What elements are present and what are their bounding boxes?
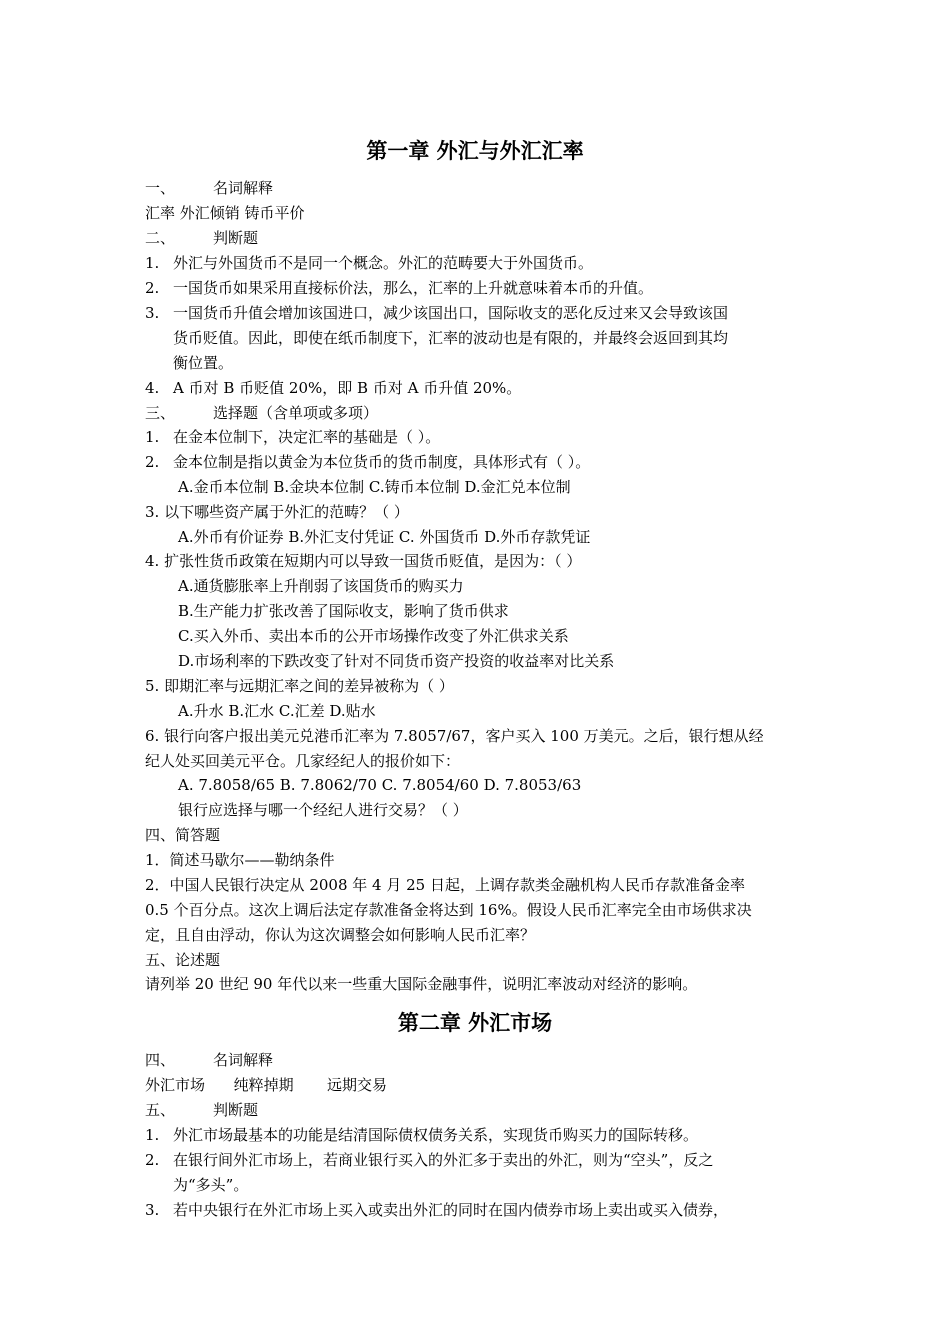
section-heading: 五、论述题 — [145, 951, 221, 969]
item-text: 外汇与外国货币不是同一个概念。外汇的范畴要大于外国货币。 — [173, 254, 594, 272]
item-number: 1. — [145, 254, 160, 272]
item-text: 一国货币升值会增加该国进口，减少该国出口，国际收支的恶化反过来又会导致该国 — [173, 304, 729, 322]
item-text: 在金本位制下，决定汇率的基础是（ ）。 — [173, 428, 441, 446]
terms-line: 外汇市场 纯粹掉期 远期交易 — [145, 1076, 387, 1094]
section-label: 名词解释 — [213, 179, 274, 197]
choice-option: B.生产能力扩张改善了国际收支，影响了货币供求 — [178, 602, 509, 620]
choice-item: 5. 即期汇率与远期汇率之间的差异被称为（ ） — [145, 677, 454, 695]
item-continuation: 0.5 个百分点。这次上调后法定存款准备金将达到 16%。假设人民币汇率完全由市场供求决 — [145, 901, 752, 919]
choice-question: 银行应选择与哪一个经纪人进行交易？（ ） — [178, 801, 468, 819]
item-continuation: 纪人处买回美元平仓。几家经纪人的报价如下： — [145, 752, 461, 770]
section-label: 选择题（含单项或多项） — [213, 404, 379, 422]
choice-options: A.外币有价证券 B.外汇支付凭证 C. 外国货币 D.外币存款凭证 — [178, 528, 591, 546]
short-answer-item: 1．简述马歇尔——勒纳条件 — [145, 851, 335, 869]
item-number: 3. — [145, 1201, 160, 1219]
item-number: 3. — [145, 304, 160, 322]
item-text: 在银行间外汇市场上，若商业银行买入的外汇多于卖出的外汇，则为“空头”，反之 — [173, 1151, 714, 1169]
choice-item — [145, 425, 810, 450]
item-text: A 币对 B 币贬值 20%，即 B 币对 A 币升值 20%。 — [173, 379, 522, 397]
choice-item: 6. 银行向客户报出美元兑港币汇率为 7.8057/67，客户买入 100 万美元。之后，银行想从经 — [145, 727, 764, 745]
item-number: 1. — [145, 428, 160, 446]
chapter-1-title: 第一章 外汇与外汇汇率 — [366, 138, 584, 163]
section-heading — [145, 1048, 810, 1073]
section-heading — [145, 1098, 810, 1123]
section-number: 二、 — [145, 229, 176, 247]
choice-item — [145, 450, 810, 475]
choice-option: C.买入外币、卖出本币的公开市场操作改变了外汇供求关系 — [178, 627, 569, 645]
section-label: 名词解释 — [213, 1051, 274, 1069]
judgment-item — [145, 376, 810, 401]
section-heading — [145, 401, 810, 426]
judgment-item — [145, 1148, 810, 1173]
item-number: 4. — [145, 379, 160, 397]
item-number: 2. — [145, 279, 160, 297]
section-number: 三、 — [145, 404, 176, 422]
item-number: 2. — [145, 453, 160, 471]
essay-item: 请列举 20 世纪 90 年代以来一些重大国际金融事件，说明汇率波动对经济的影响。 — [145, 975, 698, 993]
choice-options: A.金币本位制 B.金块本位制 C.铸币本位制 D.金汇兑本位制 — [178, 478, 571, 496]
chapter-2-title: 第二章 外汇市场 — [397, 1010, 553, 1035]
judgment-item — [145, 1123, 810, 1148]
choice-options: A. 7.8058/65 B. 7.8062/70 C. 7.8054/60 D. 7.8053/63 — [178, 776, 582, 794]
choice-option: A.通货膨胀率上升削弱了该国货币的购买力 — [178, 577, 464, 595]
short-answer-item: 2．中国人民银行决定从 2008 年 4 月 25 日起，上调存款类金融机构人民币存款准备金率 — [145, 876, 745, 894]
item-continuation: 定，且自由浮动，你认为这次调整会如何影响人民币汇率？ — [145, 926, 536, 944]
judgment-item — [145, 301, 810, 326]
item-text: 一国货币如果采用直接标价法，那么，汇率的上升就意味着本币的升值。 — [173, 279, 654, 297]
item-number: 1. — [145, 1126, 160, 1144]
section-label: 判断题 — [213, 229, 259, 247]
item-text: 金本位制是指以黄金为本位货币的货币制度，具体形式有（ ）。 — [173, 453, 591, 471]
judgment-item — [145, 251, 810, 276]
choice-option: D.市场利率的下跌改变了针对不同货币资产投资的收益率对比关系 — [178, 652, 615, 670]
section-number: 一、 — [145, 179, 176, 197]
item-text: 外汇市场最基本的功能是结清国际债权债务关系，实现货币购买力的国际转移。 — [173, 1126, 699, 1144]
item-continuation: 为“多头”。 — [173, 1176, 249, 1194]
choice-item: 4. 扩张性货币政策在短期内可以导致一国货币贬值，是因为：（ ） — [145, 552, 582, 570]
item-continuation: 货币贬值。因此，即使在纸币制度下，汇率的波动也是有限的，并最终会返回到其均 — [173, 329, 729, 347]
item-text: 若中央银行在外汇市场上买入或卖出外汇的同时在国内债券市场上卖出或买入债券， — [173, 1201, 729, 1219]
choice-options: A.升水 B.汇水 C.汇差 D.贴水 — [178, 702, 376, 720]
section-number: 五、 — [145, 1101, 176, 1119]
section-heading — [145, 226, 810, 251]
terms-line: 汇率 外汇倾销 铸币平价 — [145, 204, 305, 222]
judgment-item — [145, 1198, 810, 1223]
section-label: 判断题 — [213, 1101, 259, 1119]
item-continuation: 衡位置。 — [173, 354, 234, 372]
section-heading — [145, 176, 810, 201]
section-heading: 四、简答题 — [145, 826, 221, 844]
judgment-item — [145, 276, 810, 301]
item-number: 2. — [145, 1151, 160, 1169]
section-number: 四、 — [145, 1051, 176, 1069]
choice-item: 3. 以下哪些资产属于外汇的范畴？（ ） — [145, 503, 409, 521]
